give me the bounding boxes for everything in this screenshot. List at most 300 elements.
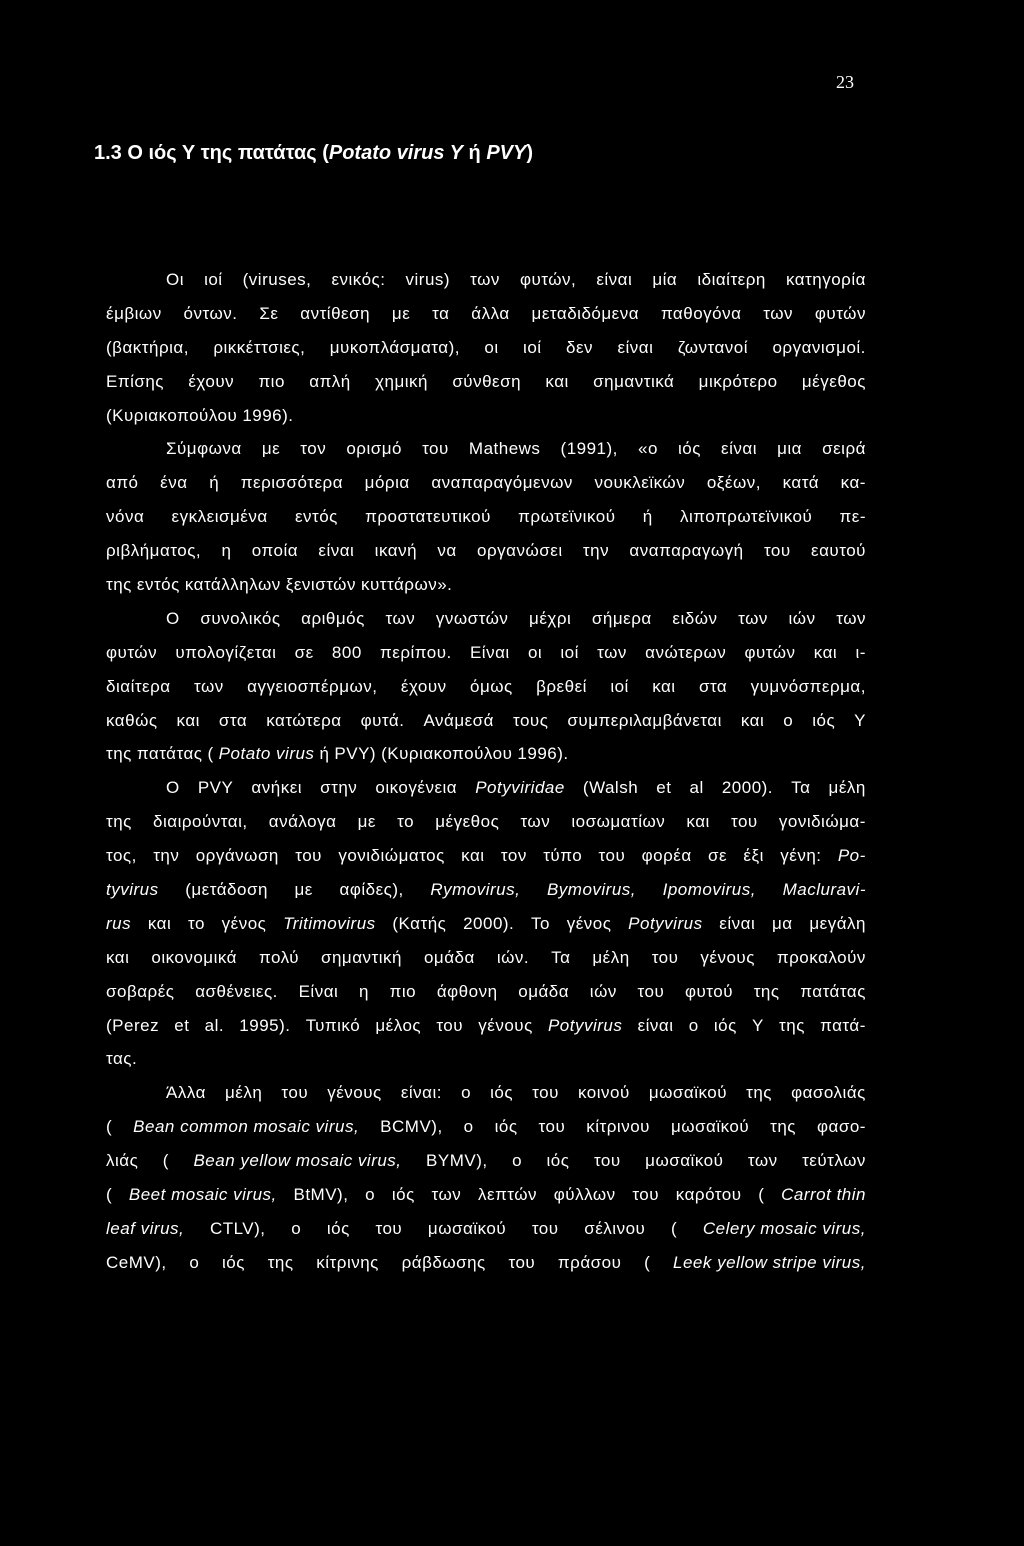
word: και [176, 710, 200, 730]
word: ο [688, 1015, 699, 1035]
word: μέγεθος [801, 371, 866, 391]
word: γνωστών [435, 608, 509, 628]
word: με [391, 303, 411, 323]
word: ιοί [560, 642, 579, 662]
word: CeMV), [106, 1252, 167, 1272]
text-line [106, 263, 866, 297]
word: (Κυριακοπούλου [381, 744, 513, 764]
word: στα [698, 676, 728, 696]
word: ο [461, 1083, 472, 1103]
word: ιοί [523, 337, 542, 357]
word: (Κυριακοπούλου [106, 405, 238, 425]
word: οργάνωση [195, 846, 279, 866]
word: είναι: [400, 1083, 443, 1103]
text-line [106, 534, 866, 568]
word: μέλη [592, 947, 630, 967]
word: φυτών, [519, 270, 577, 289]
word: ιός [812, 710, 836, 730]
italic-term: Bymovirus, [546, 880, 637, 900]
word: ζωντανοί [677, 337, 749, 357]
italic-term: Potyvirus [547, 1015, 623, 1035]
word: Υ [854, 710, 866, 730]
word: είναι [721, 439, 758, 459]
word: ιός [222, 1252, 245, 1272]
text-line [106, 636, 866, 670]
word: από [106, 473, 139, 493]
word: φυτά. [360, 710, 405, 730]
word: των [836, 608, 866, 628]
word: άφθονη [436, 981, 498, 1001]
word: ιών [589, 981, 617, 1001]
word: μα [771, 913, 793, 933]
word: 1996). [242, 405, 294, 425]
word: τους [513, 710, 549, 730]
word: όμως [470, 676, 513, 696]
word: έξι [743, 846, 764, 866]
word: μυκοπλάσματα), [329, 337, 460, 357]
word: του [593, 1151, 621, 1171]
word: πρωτεϊνικού [518, 507, 616, 527]
word: λεπτών [477, 1185, 538, 1205]
word: ιών. [496, 947, 530, 967]
word: τα [432, 303, 450, 323]
word: μωσαϊκού [427, 1218, 507, 1238]
word: πράσου [557, 1252, 622, 1272]
word: σήμερα [591, 608, 652, 628]
section-number: 1.3 [94, 142, 122, 164]
word: ανώτερων [645, 642, 727, 662]
word: είναι [617, 337, 654, 357]
word: ο [783, 710, 794, 730]
word: πιο [389, 981, 417, 1001]
word: ο [189, 1252, 200, 1272]
italic-term: Carrot thin [781, 1185, 866, 1205]
word: φυτού [684, 981, 734, 1001]
word: Ανάμεσά [423, 710, 495, 730]
word: πατάτας [136, 744, 203, 764]
word: του [598, 846, 626, 866]
word: et [656, 778, 672, 798]
word: ( [106, 1117, 113, 1137]
word: διαίτερα [106, 676, 171, 696]
word: το [187, 913, 205, 933]
text-line [106, 873, 866, 907]
word: φύλλων [553, 1185, 616, 1205]
word: και [545, 371, 569, 391]
word: ιός [494, 1117, 518, 1137]
word: της [770, 1117, 797, 1137]
word: φασολιάς [791, 1083, 866, 1103]
word: στα [218, 710, 248, 730]
word: (1991), [560, 439, 618, 459]
word: ανάλογα [268, 812, 337, 832]
page-number: 23 [836, 72, 854, 92]
word: του [508, 1252, 536, 1272]
word: αντίθεση [300, 303, 371, 323]
word: τος, [106, 846, 137, 866]
word: γένους [327, 1083, 382, 1103]
text-line [106, 839, 866, 873]
word: Τυπικό [305, 1015, 361, 1035]
word: φυτών [814, 303, 866, 323]
word: Ο [166, 778, 180, 798]
italic-term: Beet mosaic virus, [128, 1185, 277, 1205]
section-title-mid: ή [462, 142, 487, 164]
word: ιός [546, 1151, 570, 1171]
word: σημαντική [320, 947, 402, 967]
word: οργανισμοί. [772, 337, 866, 357]
word: ιός [490, 1083, 514, 1103]
word: ( [758, 1185, 765, 1205]
word: οργανώσει [477, 541, 563, 561]
word: των [520, 812, 551, 832]
section-title-pre: Ο ιός Υ της πατάτας ( [127, 142, 329, 164]
word: ιός [713, 1015, 737, 1035]
word: απλή [309, 371, 351, 391]
word: μωσαϊκού [670, 1117, 750, 1137]
word: ένα [160, 473, 188, 493]
word: χημική [375, 371, 428, 391]
word: δεν [565, 337, 594, 357]
word: ( [644, 1252, 651, 1272]
word: είναι [318, 541, 355, 561]
word: μέλος [375, 1015, 422, 1035]
word: al [689, 778, 704, 798]
word: Τα [551, 947, 571, 967]
word: Είναι [298, 981, 339, 1001]
word: ριβλήματος, [106, 541, 202, 561]
italic-term: Po- [837, 846, 866, 866]
italic-term: Macluravi- [782, 880, 866, 900]
word: (Κατής [392, 913, 447, 933]
italic-term: leaf virus, [106, 1218, 185, 1238]
word: του [651, 947, 679, 967]
word: λιποπρωτεϊνικού [679, 507, 813, 527]
word: με [357, 812, 376, 832]
word: του [295, 846, 322, 866]
text-line [106, 907, 866, 941]
word: PVY) [334, 744, 377, 764]
word: βρεθεί [536, 676, 587, 696]
word: και [686, 812, 710, 832]
word: ( [162, 1151, 169, 1171]
word: και [461, 846, 485, 866]
word: μόρια [364, 473, 410, 493]
word: ιδιαίτερη [697, 270, 766, 289]
word: το [397, 812, 415, 832]
word: της [106, 744, 132, 764]
italic-term: Potyvirus [628, 913, 703, 933]
text-line [106, 1246, 866, 1280]
text-line [106, 500, 866, 534]
word: κοινού [577, 1083, 630, 1103]
word: τεύτλων [802, 1151, 866, 1171]
word: et [174, 1015, 190, 1035]
word: του [436, 1015, 464, 1035]
word: Mathews [468, 439, 541, 459]
word: αγγειοσπέρμων, [247, 676, 378, 696]
word: φασο- [817, 1117, 866, 1137]
word: ιός [391, 1185, 415, 1205]
text-line [106, 737, 866, 771]
word: 1995). [239, 1015, 291, 1035]
word: περίπου. [380, 642, 452, 662]
word: των [431, 1185, 462, 1205]
word: ιών [788, 608, 816, 628]
word: άλλα [471, 303, 510, 323]
word: γονιδιώματος [338, 846, 445, 866]
word: της [267, 1252, 294, 1272]
word: και [652, 676, 676, 696]
word: πιο [258, 371, 285, 391]
word: είναι [637, 1015, 674, 1035]
word: αναπαραγόμενων [431, 473, 573, 493]
word: του [632, 1185, 660, 1205]
word: ιοί [204, 270, 223, 289]
word: πατάτας [800, 981, 866, 1001]
word: της [746, 1083, 772, 1103]
word: ειδών [672, 608, 718, 628]
word: αριθμός [301, 608, 365, 628]
word: όντων. [183, 303, 238, 323]
word: πε- [839, 507, 866, 527]
word: των [747, 1151, 778, 1171]
word: ( [671, 1218, 678, 1238]
word: 2000). [463, 913, 515, 933]
text-line [106, 568, 866, 602]
word: την [582, 541, 610, 561]
italic-term: Potyviridae [475, 778, 565, 798]
word: ή [319, 744, 330, 764]
word: εντός [294, 507, 338, 527]
word: ομάδα [518, 981, 570, 1001]
word: σε [294, 642, 314, 662]
text-line [106, 941, 866, 975]
word: ιός [678, 439, 701, 459]
word: έχουν [188, 371, 235, 391]
word: ασθένειες. [195, 981, 278, 1001]
word: υπολογίζεται [175, 642, 277, 662]
word: των [385, 608, 416, 628]
word: του [763, 541, 791, 561]
word: μέγεθος [435, 812, 500, 832]
word: εαυτού [811, 541, 866, 561]
word: κίτρινου [586, 1117, 650, 1137]
word: παθογόνα [660, 303, 742, 323]
italic-term: Leek yellow stripe virus, [673, 1252, 866, 1272]
text-line [106, 1009, 866, 1043]
text-line [106, 670, 866, 704]
text-line [106, 466, 866, 500]
word: του [531, 1218, 559, 1238]
word: γένους [478, 1015, 533, 1035]
word: τον [300, 439, 327, 459]
word: ο [463, 1117, 474, 1137]
word: έμβιων [106, 303, 162, 323]
word: μέχρι [529, 608, 572, 628]
word: γένους [700, 947, 755, 967]
word: πολύ [258, 947, 299, 967]
word: σημαντικά [593, 371, 675, 391]
word: μικρότερο [698, 371, 778, 391]
word: οξέων, [706, 473, 761, 493]
word: περισσότερα [240, 473, 344, 493]
word: σοβαρές [106, 981, 175, 1001]
italic-term: Bean yellow mosaic virus, [193, 1151, 402, 1171]
word: λιάς [106, 1151, 139, 1171]
word: οι [484, 337, 499, 357]
word: της [106, 812, 132, 832]
word: και [740, 710, 765, 730]
word: πατά- [820, 1015, 866, 1035]
word: al. [204, 1015, 225, 1035]
word: ενικός: [331, 270, 386, 289]
italic-term: Rymovirus, [430, 880, 521, 900]
word: στην [320, 778, 358, 798]
word: ο [365, 1185, 376, 1205]
word: φυτών [744, 642, 796, 662]
word: ορισμό [346, 439, 402, 459]
text-line [106, 704, 866, 738]
word: να [437, 541, 457, 561]
italic-term: tyvirus [106, 880, 159, 900]
word: γένος [566, 913, 612, 933]
word: είναι [596, 270, 633, 289]
word: ικανή [374, 541, 418, 561]
section-title-italic: Potato virus Y [328, 142, 463, 164]
word: σε [708, 846, 728, 866]
text-line [106, 1212, 866, 1246]
word: τας. [106, 1049, 138, 1069]
word: του [730, 812, 758, 832]
word: φορέα [641, 846, 692, 866]
text-line [106, 1178, 866, 1212]
word: γονιδιώμα- [778, 812, 866, 832]
word: τύπο [543, 846, 583, 866]
section-title-post: ) [526, 142, 534, 164]
word: ι- [855, 642, 866, 662]
word: προκαλούν [776, 947, 866, 967]
word: ή [642, 507, 653, 527]
word: γένος [221, 913, 267, 933]
word: των [763, 303, 794, 323]
word: των [597, 642, 627, 662]
word: σειρά [822, 439, 866, 459]
text-line [106, 975, 866, 1009]
word: φυτών [106, 642, 158, 662]
word: (Perez [106, 1015, 160, 1035]
word: η [221, 541, 232, 561]
italic-term: Ipomovirus, [662, 880, 756, 900]
word: PVY [197, 778, 234, 798]
word: με [261, 439, 281, 459]
text-line [106, 1042, 866, 1076]
word: CTLV), [209, 1218, 266, 1238]
word: με [294, 880, 313, 900]
word: της [106, 575, 132, 595]
word: προστατευτικού [365, 507, 491, 527]
body-text [106, 263, 866, 1280]
word: και [147, 913, 172, 933]
word: BYMV), [426, 1151, 488, 1171]
text-line [106, 399, 866, 433]
word: Υ [752, 1015, 764, 1035]
word: ρικκέττσιες, [213, 337, 306, 357]
word: καθώς [106, 710, 158, 730]
word: ιοί [610, 676, 629, 696]
word: και [813, 642, 838, 662]
word: (μετάδοση [185, 880, 268, 900]
word: (Walsh [582, 778, 639, 798]
italic-term: Bean common mosaic virus, [133, 1117, 360, 1137]
text-line [106, 771, 866, 805]
word: μεταδιδόμενα [531, 303, 640, 323]
section-title [94, 142, 533, 165]
text-line [106, 1110, 866, 1144]
word: εγκλεισμένα [171, 507, 268, 527]
word: μέλη [828, 778, 866, 798]
word: Επίσης [106, 371, 164, 391]
text-line [106, 1076, 866, 1110]
word: του [375, 1218, 403, 1238]
word: εντός [136, 575, 180, 595]
word: Οι [166, 270, 184, 289]
word: (viruses, [242, 270, 312, 289]
word: μωσαϊκού [648, 1083, 728, 1103]
word: ξενιστών [285, 575, 356, 595]
word: νόνα [106, 507, 145, 527]
word: ράβδωσης [401, 1252, 486, 1272]
word: είναι [719, 913, 756, 933]
text-line [106, 1144, 866, 1178]
text-line [106, 365, 866, 399]
word: σέλινου [584, 1218, 646, 1238]
word: διαιρούνται, [153, 812, 248, 832]
word: Σύμφωνα [166, 439, 242, 459]
word: και [106, 947, 130, 967]
word: των [194, 676, 224, 696]
text-line [106, 432, 866, 466]
word: καρότου [675, 1185, 742, 1205]
italic-term: Tritimovirus [283, 913, 376, 933]
word: του [422, 439, 449, 459]
word: (βακτήρια, [106, 337, 189, 357]
word: συμπεριλαμβάνεται [567, 710, 722, 730]
word: τον [500, 846, 527, 866]
word: ανήκει [251, 778, 303, 798]
word: ( [207, 744, 214, 764]
word: κίτρινης [316, 1252, 379, 1272]
word: γυμνόσπερμα, [750, 676, 866, 696]
word: Άλλα [166, 1083, 206, 1103]
word: κατάλληλων [184, 575, 281, 595]
word: των [738, 608, 768, 628]
word: ο [291, 1218, 302, 1238]
text-line [106, 331, 866, 365]
word: 1996). [517, 744, 569, 764]
word: BtMV), [293, 1185, 349, 1205]
word: ο [512, 1151, 523, 1171]
word: οικονομικά [151, 947, 238, 967]
word: νουκλεϊκών [594, 473, 686, 493]
word: της [779, 1015, 805, 1035]
word: του [281, 1083, 309, 1103]
word: μεγάλη [809, 913, 866, 933]
word: Τα [791, 778, 811, 798]
text-line [106, 602, 866, 636]
word: Το [531, 913, 550, 933]
word: σύνθεση [452, 371, 522, 391]
